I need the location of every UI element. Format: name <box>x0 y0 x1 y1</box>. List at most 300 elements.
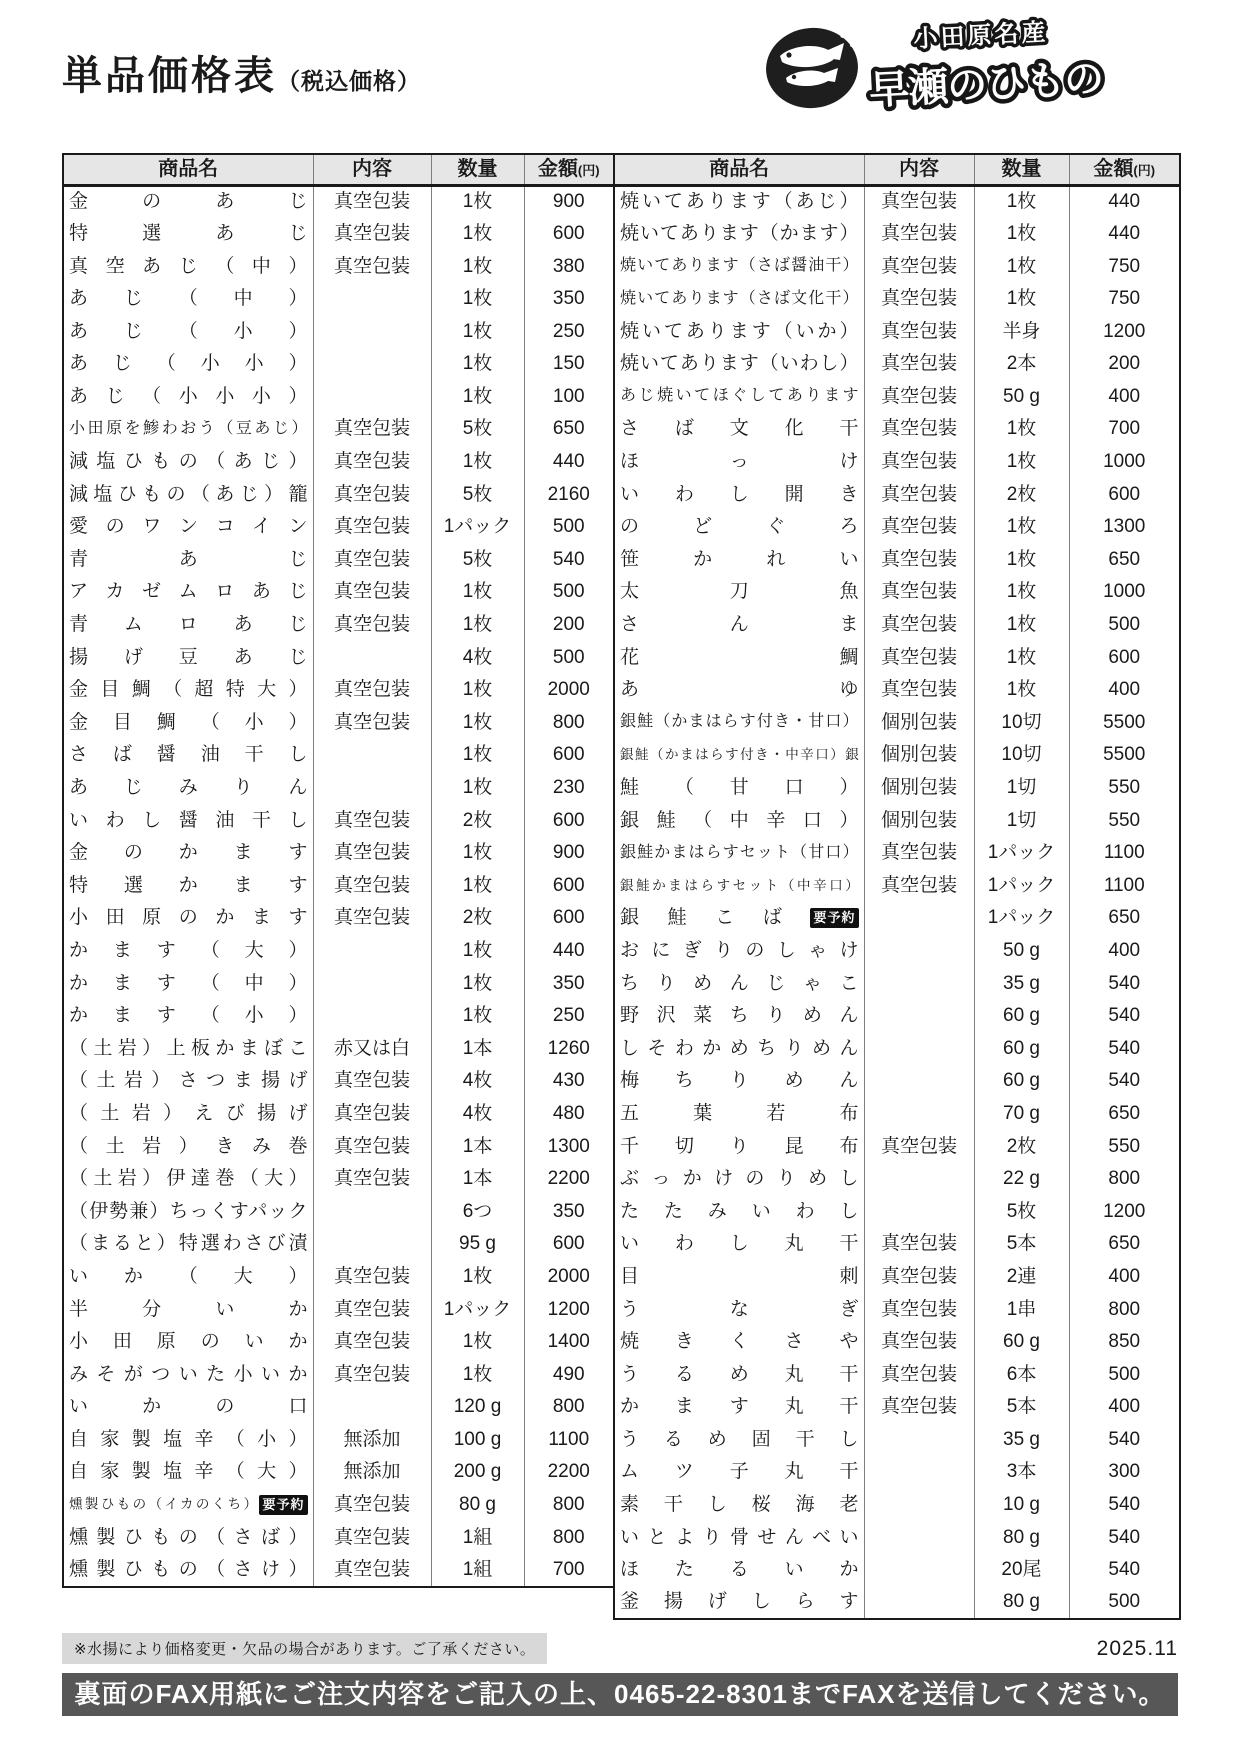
contents-cell <box>313 739 431 772</box>
product-name-cell <box>614 218 864 251</box>
price-cell: 1000 <box>1069 576 1180 609</box>
product-row <box>63 1195 613 1228</box>
price-cell: 1400 <box>524 1326 613 1359</box>
price-cell: 850 <box>1069 1326 1180 1359</box>
product-name-cell <box>63 1554 313 1587</box>
product-name-text: さば醤油干し <box>69 744 308 766</box>
price-cell: 5500 <box>1069 739 1180 772</box>
qty-cell: 1枚 <box>431 837 524 870</box>
product-name-cell <box>614 315 864 348</box>
product-name-text: 揚げ豆あじ <box>69 646 308 668</box>
product-name-text: 金目鯛（超特大） <box>69 679 308 701</box>
footer-notes-row <box>62 1633 1178 1664</box>
qty-cell: 1枚 <box>431 283 524 316</box>
qty-cell: 1枚 <box>431 250 524 283</box>
price-cell: 700 <box>1069 413 1180 446</box>
product-name-cell <box>63 1358 313 1391</box>
product-name-text: あじ焼いてほぐしてあります <box>620 387 859 405</box>
product-name-cell <box>63 674 313 707</box>
product-row <box>63 902 613 935</box>
product-name-cell <box>614 1195 864 1228</box>
table-header-row <box>614 154 1180 185</box>
product-name-cell <box>63 283 313 316</box>
product-name-cell <box>614 381 864 414</box>
qty-cell: 2枚 <box>431 804 524 837</box>
col-header-contents: 内容 <box>864 154 974 185</box>
qty-cell: 1枚 <box>974 250 1069 283</box>
price-cell: 800 <box>1069 1163 1180 1196</box>
product-row <box>63 967 613 1000</box>
price-cell: 400 <box>1069 1391 1180 1424</box>
price-cell: 650 <box>1069 902 1180 935</box>
qty-cell: 1枚 <box>431 1326 524 1359</box>
product-name-text: あじ（小） <box>69 320 308 342</box>
price-cell: 480 <box>524 1098 613 1131</box>
product-name-cell <box>614 1521 864 1554</box>
product-name-cell <box>614 641 864 674</box>
col-header-price <box>1069 154 1180 185</box>
contents-cell: 無添加 <box>313 1424 431 1457</box>
product-row <box>63 1391 613 1424</box>
qty-cell: 80 g <box>974 1521 1069 1554</box>
qty-cell: 60 g <box>974 1065 1069 1098</box>
qty-cell: 2枚 <box>974 478 1069 511</box>
qty-cell: 5枚 <box>431 544 524 577</box>
disclaimer-note: ※水揚により価格変更・欠品の場合があります。ご了承ください。 <box>62 1633 547 1664</box>
product-name-text: 焼いてあります（あじ） <box>620 191 859 213</box>
qty-cell: 20尾 <box>974 1554 1069 1587</box>
product-name-text: しそわかめちりめん <box>620 1037 859 1059</box>
product-name-cell <box>614 772 864 805</box>
masthead <box>62 0 1178 153</box>
page-title-subtitle: （税込価格） <box>277 68 421 94</box>
qty-cell: 1枚 <box>431 674 524 707</box>
contents-cell: 真空包装 <box>313 707 431 740</box>
product-name-cell <box>614 674 864 707</box>
product-name-text: 千切り昆布 <box>620 1135 859 1157</box>
qty-cell: 1切 <box>974 804 1069 837</box>
contents-cell: 真空包装 <box>313 1293 431 1326</box>
product-name-text: 小田原のいか <box>69 1331 308 1353</box>
price-cell: 750 <box>1069 250 1180 283</box>
product-name-text: 自家製塩辛（大） <box>69 1461 308 1483</box>
product-name-text: あじみりん <box>69 777 308 799</box>
qty-cell: 1枚 <box>431 315 524 348</box>
price-cell: 540 <box>1069 1065 1180 1098</box>
product-row <box>614 1456 1180 1489</box>
product-row <box>63 348 613 381</box>
product-name-text: ほたるいか <box>620 1559 859 1581</box>
product-name-cell <box>63 1000 313 1033</box>
price-cell: 250 <box>524 1000 613 1033</box>
contents-cell <box>864 1032 974 1065</box>
product-row <box>614 935 1180 968</box>
price-cell: 500 <box>524 576 613 609</box>
contents-cell: 真空包装 <box>864 869 974 902</box>
price-cell: 600 <box>524 218 613 251</box>
product-name-text: 梅ちりめん <box>620 1070 859 1092</box>
product-row <box>63 739 613 772</box>
product-name-text: 青ムロあじ <box>69 614 308 636</box>
product-name-text: かます丸干 <box>620 1396 859 1418</box>
price-cell: 540 <box>1069 1000 1180 1033</box>
qty-cell: 1枚 <box>431 576 524 609</box>
product-row <box>63 1098 613 1131</box>
contents-cell: 真空包装 <box>313 1098 431 1131</box>
contents-cell <box>864 1587 974 1620</box>
price-cell: 350 <box>524 967 613 1000</box>
contents-cell <box>864 1489 974 1522</box>
price-cell: 1300 <box>524 1130 613 1163</box>
product-row <box>614 804 1180 837</box>
qty-cell: 50 g <box>974 381 1069 414</box>
qty-cell: 120 g <box>431 1391 524 1424</box>
price-cell: 540 <box>1069 1521 1180 1554</box>
product-name-text: 銀鮭（かまはらす付き・中辛口）銀 <box>620 747 859 763</box>
product-name-cell <box>63 511 313 544</box>
contents-cell <box>313 935 431 968</box>
product-row <box>63 1293 613 1326</box>
contents-cell: 個別包装 <box>864 804 974 837</box>
product-name-text: あじ（小小小） <box>69 385 308 407</box>
contents-cell <box>313 283 431 316</box>
qty-cell: 1組 <box>431 1521 524 1554</box>
contents-cell: 真空包装 <box>313 576 431 609</box>
qty-cell: 50 g <box>974 935 1069 968</box>
product-row <box>63 218 613 251</box>
price-cell: 600 <box>524 804 613 837</box>
product-row <box>614 609 1180 642</box>
contents-cell: 真空包装 <box>864 576 974 609</box>
product-name-cell <box>614 1261 864 1294</box>
product-name-cell <box>63 348 313 381</box>
product-name-cell <box>63 739 313 772</box>
product-name-text: 青あじ <box>69 548 308 570</box>
product-row <box>63 315 613 348</box>
product-row <box>63 674 613 707</box>
product-row <box>63 1521 613 1554</box>
price-cell: 200 <box>1069 348 1180 381</box>
product-name-text: （土岩）さつま揚げ <box>69 1070 308 1092</box>
contents-cell <box>313 967 431 1000</box>
product-name-text: 五葉若布 <box>620 1102 859 1124</box>
price-cell: 2000 <box>524 1261 613 1294</box>
product-name-cell <box>614 1293 864 1326</box>
product-row <box>614 283 1180 316</box>
col-header-price-label: 金額 <box>537 157 578 180</box>
product-name-cell <box>63 1228 313 1261</box>
price-cell: 500 <box>1069 1587 1180 1620</box>
contents-cell <box>864 1000 974 1033</box>
product-name-cell <box>614 413 864 446</box>
product-row <box>614 413 1180 446</box>
qty-cell: 1枚 <box>974 283 1069 316</box>
product-row <box>614 674 1180 707</box>
product-name-cell <box>63 772 313 805</box>
product-row <box>614 1065 1180 1098</box>
product-name-cell <box>63 413 313 446</box>
price-cell: 650 <box>1069 1098 1180 1131</box>
product-name-text: うるめ丸干 <box>620 1363 859 1385</box>
product-name-text: 自家製塩辛（小） <box>69 1428 308 1450</box>
product-name-text: 小田原のかます <box>69 907 308 929</box>
contents-cell <box>313 641 431 674</box>
price-cell: 600 <box>524 739 613 772</box>
contents-cell: 真空包装 <box>864 1228 974 1261</box>
price-cell: 1100 <box>524 1424 613 1457</box>
product-name-cell <box>63 478 313 511</box>
product-row <box>614 1424 1180 1457</box>
fax-instruction-bar: 裏面のFAX用紙にご注文内容をご記入の上、0465-22-8301までFAXを送信してください。 <box>62 1673 1178 1716</box>
product-row <box>614 869 1180 902</box>
price-cell: 2200 <box>524 1456 613 1489</box>
product-name-text: かます（小） <box>69 1005 308 1027</box>
product-name-text: いかの口 <box>69 1396 308 1418</box>
product-row <box>63 1554 613 1587</box>
contents-cell: 真空包装 <box>313 446 431 479</box>
product-name-text: 真空あじ（中） <box>69 255 308 277</box>
contents-cell: 真空包装 <box>313 1261 431 1294</box>
price-cell: 500 <box>524 511 613 544</box>
product-row <box>63 283 613 316</box>
contents-cell: 真空包装 <box>864 185 974 218</box>
product-row <box>63 707 613 740</box>
product-row <box>63 478 613 511</box>
price-cell: 380 <box>524 250 613 283</box>
product-row <box>614 1554 1180 1587</box>
product-row <box>614 250 1180 283</box>
issue-date: 2025.11 <box>1096 1636 1178 1660</box>
product-row <box>614 1195 1180 1228</box>
product-name-cell <box>63 804 313 837</box>
contents-cell: 真空包装 <box>313 1326 431 1359</box>
price-table-left <box>62 153 613 1588</box>
contents-cell: 個別包装 <box>864 707 974 740</box>
logo-shop-name-text: 早瀬のひもの <box>868 56 1105 113</box>
qty-cell: 1枚 <box>974 674 1069 707</box>
qty-cell: 1枚 <box>431 348 524 381</box>
price-cell: 540 <box>1069 1032 1180 1065</box>
contents-cell <box>864 967 974 1000</box>
qty-cell: 1パック <box>431 511 524 544</box>
qty-cell: 5枚 <box>431 478 524 511</box>
contents-cell <box>313 348 431 381</box>
product-name-text: みそがついた小いか <box>69 1363 308 1385</box>
product-name-text: あじ（中） <box>69 288 308 310</box>
price-cell: 600 <box>524 869 613 902</box>
product-row <box>614 837 1180 870</box>
product-name-cell <box>63 1391 313 1424</box>
qty-cell: 6つ <box>431 1195 524 1228</box>
price-cell: 1300 <box>1069 511 1180 544</box>
contents-cell <box>313 315 431 348</box>
product-row <box>614 772 1180 805</box>
contents-cell: 真空包装 <box>864 1391 974 1424</box>
qty-cell: 1本 <box>431 1130 524 1163</box>
product-name-text: 素干し桜海老 <box>620 1494 859 1516</box>
product-name-cell <box>63 218 313 251</box>
product-name-cell <box>63 185 313 218</box>
product-row <box>614 1032 1180 1065</box>
qty-cell: 95 g <box>431 1228 524 1261</box>
product-name-cell <box>63 315 313 348</box>
qty-cell: 1枚 <box>974 446 1069 479</box>
col-header-price-unit: (円) <box>1133 162 1156 178</box>
qty-cell: 2連 <box>974 1261 1069 1294</box>
qty-cell: 1枚 <box>431 772 524 805</box>
qty-cell: 35 g <box>974 967 1069 1000</box>
product-name-cell <box>614 707 864 740</box>
qty-cell: 60 g <box>974 1032 1069 1065</box>
product-name-text: ちりめんじゃこ <box>620 972 859 994</box>
product-name-cell <box>63 869 313 902</box>
product-name-text: たたみいわし <box>620 1200 859 1222</box>
price-cell: 440 <box>524 935 613 968</box>
product-name-cell <box>614 935 864 968</box>
product-row <box>614 446 1180 479</box>
qty-cell: 70 g <box>974 1098 1069 1131</box>
contents-cell: 真空包装 <box>313 1358 431 1391</box>
qty-cell: 1枚 <box>431 739 524 772</box>
qty-cell: 10切 <box>974 739 1069 772</box>
contents-cell <box>864 1098 974 1131</box>
contents-cell: 真空包装 <box>864 413 974 446</box>
product-row <box>63 1261 613 1294</box>
qty-cell: 1本 <box>431 1032 524 1065</box>
price-cell: 500 <box>1069 1358 1180 1391</box>
qty-cell: 1枚 <box>431 381 524 414</box>
col-header-price <box>524 154 613 185</box>
product-name-text: アカゼムロあじ <box>69 581 308 603</box>
contents-cell: 真空包装 <box>313 511 431 544</box>
product-name-cell <box>63 1130 313 1163</box>
contents-cell: 無添加 <box>313 1456 431 1489</box>
price-cell: 540 <box>1069 967 1180 1000</box>
product-name-text: 特選あじ <box>69 222 308 244</box>
price-cell: 350 <box>524 1195 613 1228</box>
product-row <box>63 641 613 674</box>
product-name-text: 金のかます <box>69 842 308 864</box>
price-cell: 300 <box>1069 1456 1180 1489</box>
product-name-cell <box>63 707 313 740</box>
price-cell: 600 <box>524 1228 613 1261</box>
price-cell: 600 <box>1069 478 1180 511</box>
contents-cell: 真空包装 <box>864 511 974 544</box>
product-name-cell <box>63 1065 313 1098</box>
price-cell: 100 <box>524 381 613 414</box>
contents-cell: 真空包装 <box>313 1130 431 1163</box>
contents-cell <box>864 1456 974 1489</box>
product-name-cell <box>614 1098 864 1131</box>
price-cell: 750 <box>1069 283 1180 316</box>
product-name-cell <box>614 1456 864 1489</box>
qty-cell: 5本 <box>974 1228 1069 1261</box>
product-name-text: 焼いてあります（かます） <box>620 222 859 244</box>
contents-cell: 真空包装 <box>864 544 974 577</box>
qty-cell: 35 g <box>974 1424 1069 1457</box>
product-row <box>614 1130 1180 1163</box>
product-row <box>614 1587 1180 1620</box>
product-name-cell <box>614 609 864 642</box>
product-row <box>614 185 1180 218</box>
contents-cell: 真空包装 <box>313 674 431 707</box>
price-cell: 600 <box>1069 641 1180 674</box>
product-row <box>614 1163 1180 1196</box>
qty-cell: 2枚 <box>974 1130 1069 1163</box>
product-name-cell <box>63 1424 313 1457</box>
product-name-cell <box>614 250 864 283</box>
product-name-text: （まると）特選わさび漬 <box>69 1233 308 1255</box>
product-row <box>614 1228 1180 1261</box>
product-row <box>614 1293 1180 1326</box>
price-cell: 540 <box>1069 1489 1180 1522</box>
qty-cell: 1枚 <box>974 609 1069 642</box>
col-header-price-unit: (円) <box>577 162 600 178</box>
price-cell: 5500 <box>1069 707 1180 740</box>
price-cell: 490 <box>524 1358 613 1391</box>
product-row <box>63 544 613 577</box>
product-name-text: 半分いか <box>69 1298 308 1320</box>
price-cell: 200 <box>524 609 613 642</box>
qty-cell: 80 g <box>431 1489 524 1522</box>
product-row <box>614 902 1180 935</box>
product-row <box>614 218 1180 251</box>
qty-cell: 半身 <box>974 315 1069 348</box>
product-row <box>614 544 1180 577</box>
product-name-cell <box>614 967 864 1000</box>
price-cell: 400 <box>1069 935 1180 968</box>
product-row <box>63 837 613 870</box>
product-name-text: 銀鮭（中辛口） <box>620 809 859 831</box>
product-name-cell <box>63 1456 313 1489</box>
product-row <box>63 1489 613 1522</box>
price-cell: 400 <box>1069 1261 1180 1294</box>
product-name-cell <box>63 1521 313 1554</box>
col-header-qty: 数量 <box>431 154 524 185</box>
product-name-cell <box>63 1163 313 1196</box>
price-tables <box>62 153 1178 1620</box>
product-name-cell <box>63 935 313 968</box>
col-header-product-name: 商品名 <box>614 154 864 185</box>
product-name-cell <box>63 902 313 935</box>
qty-cell: 6本 <box>974 1358 1069 1391</box>
product-name-cell <box>614 576 864 609</box>
contents-cell: 真空包装 <box>864 348 974 381</box>
product-row <box>614 511 1180 544</box>
contents-cell: 真空包装 <box>864 218 974 251</box>
product-row <box>614 707 1180 740</box>
price-cell: 900 <box>524 185 613 218</box>
price-cell: 1000 <box>1069 446 1180 479</box>
qty-cell: 1枚 <box>974 544 1069 577</box>
qty-cell: 2本 <box>974 348 1069 381</box>
qty-cell: 1枚 <box>431 967 524 1000</box>
product-name-text: いわし醤油干し <box>69 809 308 831</box>
product-row <box>614 739 1180 772</box>
product-row <box>63 185 613 218</box>
product-name-text: 銀鮭かまはらすセット（甘口） <box>620 843 859 861</box>
shop-logo <box>764 16 1114 121</box>
qty-cell: 1枚 <box>431 185 524 218</box>
product-name-text: さば文化干 <box>620 418 859 440</box>
price-cell: 2200 <box>524 1163 613 1196</box>
contents-cell: 真空包装 <box>313 869 431 902</box>
qty-cell: 60 g <box>974 1326 1069 1359</box>
qty-cell: 5枚 <box>431 413 524 446</box>
qty-cell: 1枚 <box>431 446 524 479</box>
contents-cell: 真空包装 <box>864 1358 974 1391</box>
product-name-cell <box>614 1000 864 1033</box>
